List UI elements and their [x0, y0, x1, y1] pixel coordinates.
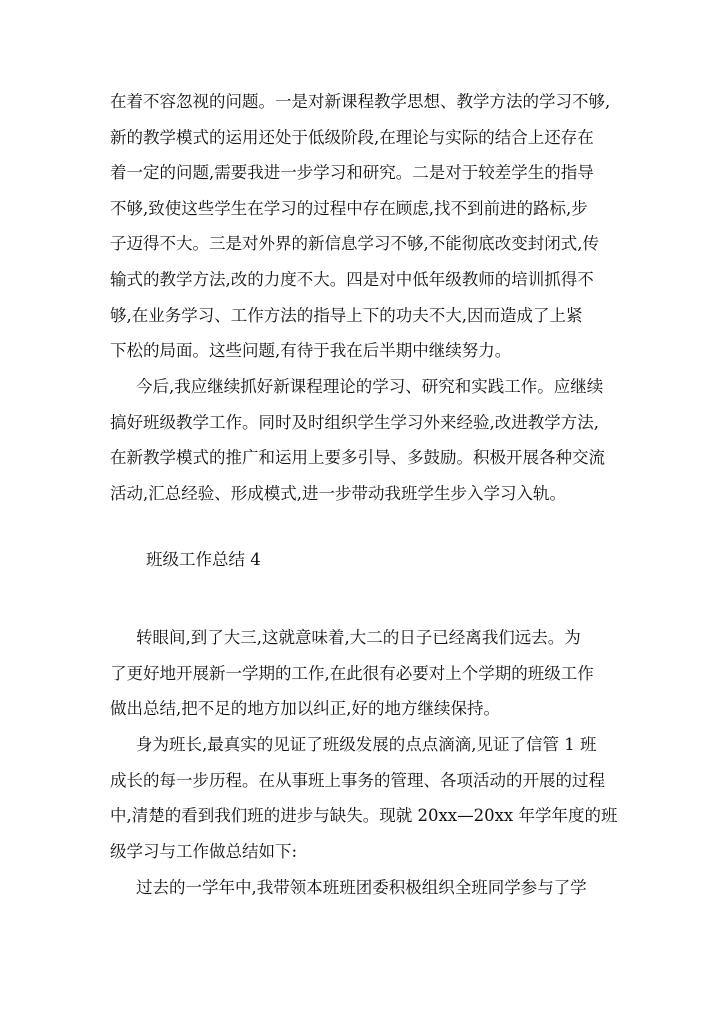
paragraph-1	[110, 84, 630, 369]
text-line: 新的教学模式的运用还处于低级阶段,在理论与实际的结合上还存在	[110, 127, 594, 147]
text-line: 今后,我应继续抓好新课程理论的学习、研究和实践工作。应继续	[136, 377, 604, 396]
text-line: 中,清楚的看到我们班的进步与缺失。现就 20xx—20xx 年学年度的班	[110, 806, 618, 826]
text-line: 下松的局面。这些问题,有待于我在后半期中继续努力。	[110, 341, 512, 361]
text-line: 做出总结,把不足的地方加以纠正,好的地方继续保持。	[110, 699, 500, 719]
text-line: 输式的教学方法,改的力度不大。四是对中低年级教师的培训抓得不	[110, 269, 594, 289]
paragraph-5	[110, 870, 630, 906]
text-line: 成长的每一步历程。在从事班上事务的管理、各项活动的开展的过程	[110, 770, 605, 790]
text-line: 活动,汇总经验、形成模式,进一步带动我班学生步入学习入轨。	[110, 483, 566, 503]
text-line: 够,在业务学习、工作方法的指导上下的功夫不大,因而造成了上紧	[110, 305, 583, 325]
text-line: 转眼间,到了大三,这就意味着,大二的日子已经离我们远去。为	[136, 628, 581, 647]
paragraph-2	[110, 369, 630, 511]
text-line: 过去的一学年中,我带领本班班团委积极组织全班同学参与了学	[136, 878, 587, 897]
text-line: 在着不容忽视的问题。一是对新课程教学思想、教学方法的学习不够,	[110, 92, 611, 111]
text-line: 着一定的问题,需要我进一步学习和研究。二是对于较差学生的指导	[110, 163, 594, 183]
paragraph-4	[110, 727, 630, 869]
text-line: 身为班长,最真实的见证了班级发展的点点滴滴,见证了信管 1 班	[136, 735, 597, 754]
text-line: 了更好地开展新一学期的工作,在此很有必要对上个学期的班级工作	[110, 663, 594, 683]
text-line: 不够,致使这些学生在学习的过程中存在顾虑,找不到前进的路标,步	[110, 198, 588, 218]
text-line: 级学习与工作做总结如下:	[110, 841, 298, 861]
text-line: 子迈得不大。三是对外界的新信息学习不够,不能彻底改变封闭式,传	[110, 234, 599, 254]
text-line: 搞好班级教学工作。同时及时组织学生学习外来经验,改进教学方法,	[110, 412, 599, 432]
paragraph-3	[110, 620, 630, 727]
section-heading: 班级工作总结 4	[146, 550, 261, 569]
text-line: 在新教学模式的推广和运用上要多引导、多鼓励。积极开展各种交流	[110, 448, 605, 468]
